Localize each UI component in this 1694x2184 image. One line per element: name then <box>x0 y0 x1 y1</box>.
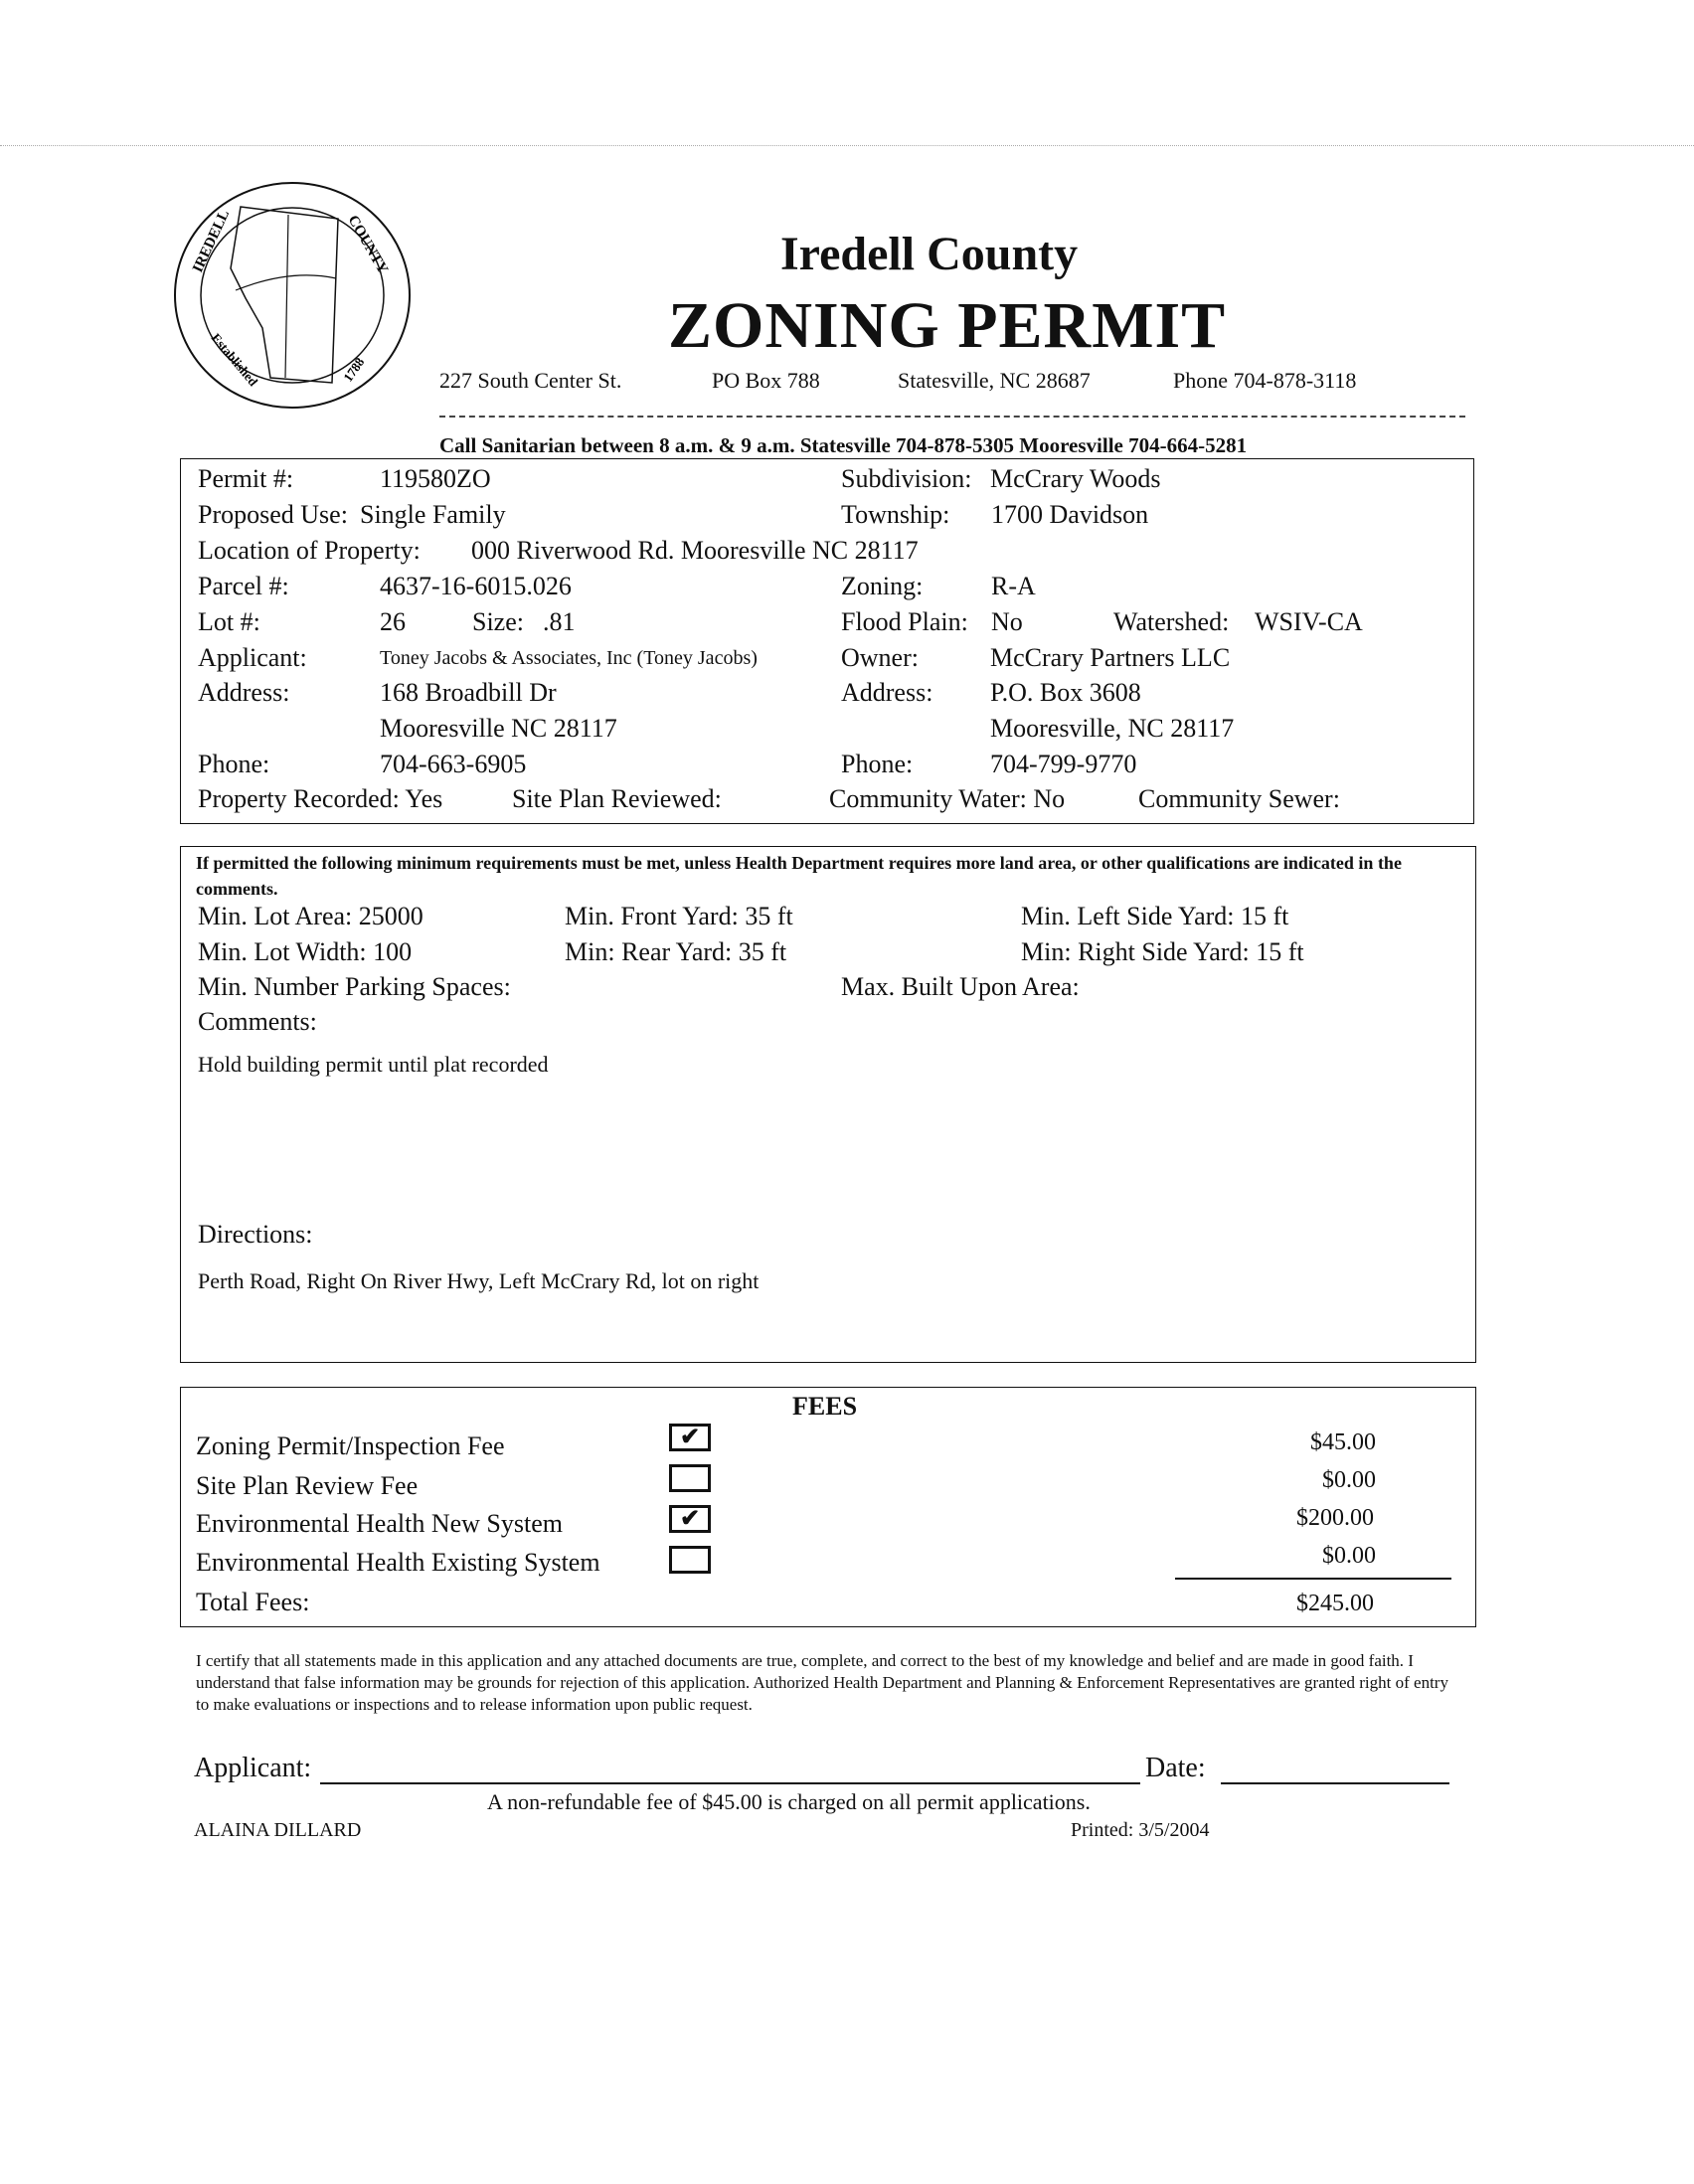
min-rear-yard: Min: Rear Yard: 35 ft <box>565 937 787 966</box>
applicant-value: Toney Jacobs & Associates, Inc (Toney Jacobs) <box>380 647 758 669</box>
clerk-name: ALAINA DILLARD <box>194 1819 362 1841</box>
owner-value: McCrary Partners LLC <box>990 643 1231 672</box>
office-address: 227 South Center St. <box>439 368 622 393</box>
date-label: Date: <box>1145 1753 1206 1783</box>
fee-amount: $45.00 <box>1310 1429 1376 1455</box>
community-water: Community Water: No <box>829 784 1066 813</box>
lot-value: 26 <box>380 607 406 636</box>
zoning-value: R-A <box>991 572 1036 600</box>
watershed-label: Watershed: <box>1113 607 1230 636</box>
total-underline <box>1175 1578 1451 1580</box>
fee-amount: $200.00 <box>1296 1505 1374 1531</box>
fee-checkbox-env-new[interactable]: ✔ <box>669 1505 711 1533</box>
svg-text:COUNTY: COUNTY <box>344 213 391 277</box>
proposed-use-value: Single Family <box>360 500 506 529</box>
applicant-phone-label: Phone: <box>198 750 270 778</box>
fee-amount: $0.00 <box>1322 1467 1376 1493</box>
location-label: Location of Property: <box>198 536 421 565</box>
proposed-use-label: Proposed Use: <box>198 500 348 529</box>
office-city: Statesville, NC 28687 <box>898 368 1091 393</box>
applicant-address-line1: 168 Broadbill Dr <box>380 678 557 707</box>
site-plan-reviewed: Site Plan Reviewed: <box>512 784 722 813</box>
nonrefundable-note: A non-refundable fee of $45.00 is charged on all permit applications. <box>487 1789 1091 1814</box>
certification-text: I certify that all statements made in this application and any attached documents are true, complete, and correct to the best of my knowledge and belief and are made in good faith. I understand that false information may be grounds for rejection of this application. Authorized Health Department and Planning & Enforcement Representatives are granted right of entry to make evaluations or inspections and to release information upon public request. <box>196 1651 1448 1714</box>
comments-label: Comments: <box>198 1007 317 1036</box>
printed-date: Printed: 3/5/2004 <box>1071 1819 1210 1841</box>
total-fees-amount: $245.00 <box>1296 1591 1374 1616</box>
fee-checkbox-zoning[interactable]: ✔ <box>669 1424 711 1451</box>
lot-label: Lot #: <box>198 607 260 636</box>
fee-checkbox-site-plan[interactable] <box>669 1464 711 1492</box>
owner-address-label: Address: <box>841 678 933 707</box>
min-parking-spaces: Min. Number Parking Spaces: <box>198 972 511 1001</box>
township-label: Township: <box>841 500 950 529</box>
fees-section <box>180 1387 1476 1627</box>
requirements-intro: If permitted the following minimum requirements must be met, unless Health Department requires more land area, or other qualifications are indicated in the comments. <box>196 853 1402 899</box>
county-name: Iredell County <box>780 228 1079 280</box>
applicant-address-line2: Mooresville NC 28117 <box>380 714 617 743</box>
svg-text:Established: Established <box>208 330 261 390</box>
flood-plain-value: No <box>991 607 1023 636</box>
flood-plain-label: Flood Plain: <box>841 607 968 636</box>
max-built-upon-area: Max. Built Upon Area: <box>841 972 1080 1001</box>
property-recorded: Property Recorded: Yes <box>198 784 443 813</box>
min-lot-area: Min. Lot Area: 25000 <box>198 902 424 930</box>
parcel-value: 4637-16-6015.026 <box>380 572 572 600</box>
comments-text: Hold building permit until plat recorded <box>198 1052 549 1077</box>
fee-label: Environmental Health Existing System <box>196 1548 600 1577</box>
township-value: 1700 Davidson <box>991 500 1149 529</box>
owner-phone: 704-799-9770 <box>990 750 1137 778</box>
directions-label: Directions: <box>198 1220 313 1249</box>
parcel-label: Parcel #: <box>198 572 289 600</box>
subdivision-value: McCrary Woods <box>990 464 1161 493</box>
sanitarian-note: Call Sanitarian between 8 a.m. & 9 a.m. Statesville 704-878-5305 Mooresville 704-664-5281 <box>439 433 1248 457</box>
applicant-label: Applicant: <box>198 643 307 672</box>
subdivision-label: Subdivision: <box>841 464 972 493</box>
zoning-label: Zoning: <box>841 572 924 600</box>
fee-checkbox-env-existing[interactable] <box>669 1546 711 1574</box>
owner-address-line1: P.O. Box 3608 <box>990 678 1141 707</box>
fee-amount: $0.00 <box>1322 1543 1376 1569</box>
applicant-signature-label: Applicant: <box>194 1753 312 1783</box>
office-po-box: PO Box 788 <box>712 368 820 393</box>
fee-label: Site Plan Review Fee <box>196 1471 419 1500</box>
date-field[interactable] <box>1221 1782 1449 1784</box>
location-value: 000 Riverwood Rd. Mooresville NC 28117 <box>471 536 919 565</box>
applicant-signature-field[interactable] <box>320 1782 1140 1784</box>
permit-number: 119580ZO <box>380 464 491 493</box>
owner-phone-label: Phone: <box>841 750 914 778</box>
svg-text:1788: 1788 <box>340 354 368 385</box>
community-sewer: Community Sewer: <box>1138 784 1340 813</box>
header-divider <box>439 416 1465 418</box>
permit-label: Permit #: <box>198 464 294 493</box>
fees-title: FEES <box>792 1392 858 1421</box>
scan-artifact-line <box>0 145 1694 146</box>
owner-label: Owner: <box>841 643 919 672</box>
directions-text: Perth Road, Right On River Hwy, Left McCrary Rd, lot on right <box>198 1268 760 1293</box>
applicant-address-label: Address: <box>198 678 290 707</box>
fee-label: Zoning Permit/Inspection Fee <box>196 1431 505 1460</box>
min-front-yard: Min. Front Yard: 35 ft <box>565 902 793 930</box>
watershed-value: WSIV-CA <box>1255 607 1363 636</box>
applicant-phone: 704-663-6905 <box>380 750 527 778</box>
min-left-side-yard: Min. Left Side Yard: 15 ft <box>1021 902 1289 930</box>
owner-address-line2: Mooresville, NC 28117 <box>990 714 1235 743</box>
size-value: .81 <box>543 607 576 636</box>
size-label: Size: <box>472 607 524 636</box>
office-phone: Phone 704-878-3118 <box>1173 368 1357 393</box>
min-lot-width: Min. Lot Width: 100 <box>198 937 413 966</box>
total-fees-label: Total Fees: <box>196 1588 310 1616</box>
page-title: ZONING PERMIT <box>668 289 1227 362</box>
svg-text:IREDELL: IREDELL <box>190 207 234 275</box>
fee-label: Environmental Health New System <box>196 1509 563 1538</box>
county-seal-icon <box>171 179 415 413</box>
min-right-side-yard: Min: Right Side Yard: 15 ft <box>1021 937 1304 966</box>
